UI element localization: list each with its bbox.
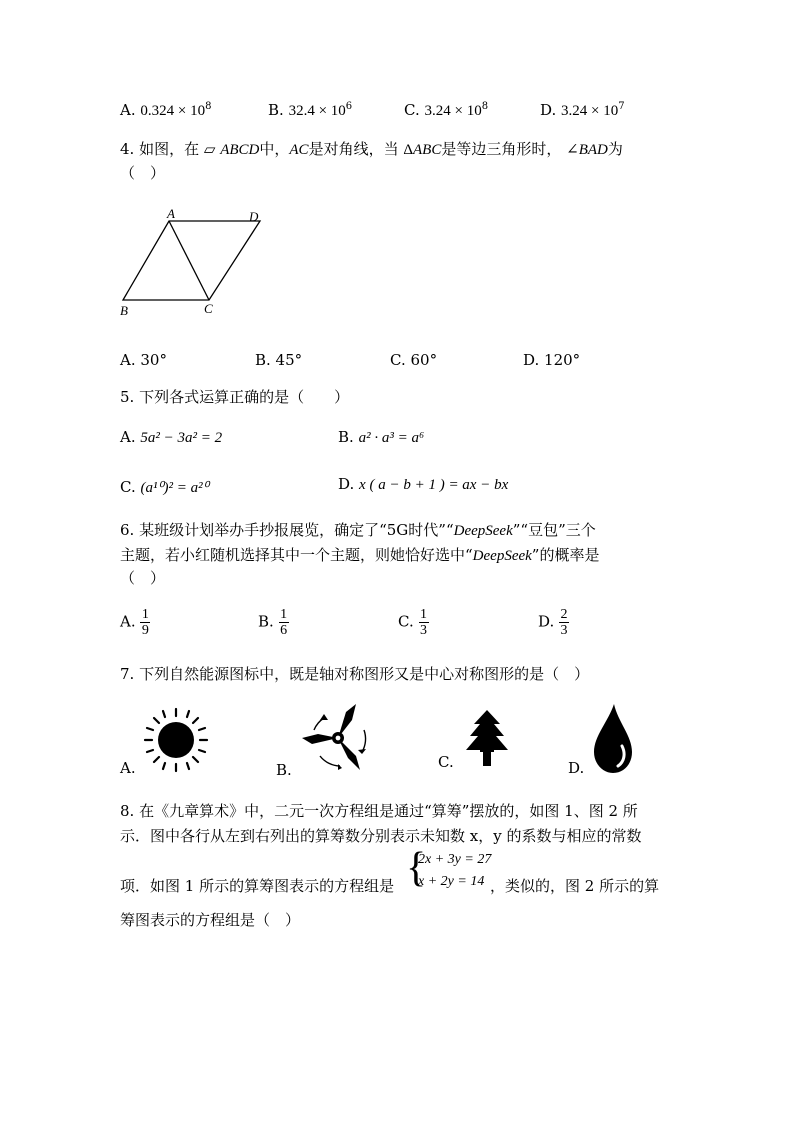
tree-icon (460, 708, 514, 770)
equation-2: x + 2y = 14 (418, 874, 485, 889)
fraction: $\frac{1}{3}$ (420, 607, 427, 638)
parallelogram-shape (123, 221, 260, 300)
parallelogram-figure (112, 205, 282, 320)
q6-answer-paren: （ ） (120, 569, 166, 587)
vertex-label-b: B (120, 303, 128, 318)
q8-line-3: 项．如图 1 所示的算筹图表示的方程组是 (120, 877, 395, 895)
q4-option-d: D. 120° (523, 351, 581, 369)
q5-option-a: A. 5a² − 3a² = 2 (120, 428, 223, 446)
q3-option-b: B. $32.4 \times 10^6$ (268, 101, 353, 119)
q5-stem: 5. 下列各式运算正确的是（ ） (120, 388, 350, 406)
q8-line-3-end: ，类似的，图 2 所示的算 (490, 877, 660, 895)
fraction: $\frac{2}{3}$ (560, 607, 568, 638)
parallelogram-icon: ▱ (203, 140, 216, 158)
q8-line-4: 筹图表示的方程组是（ ） (120, 911, 301, 929)
fraction: $\frac{1}{6}$ (280, 607, 288, 638)
q3-option-c: C. $3.24 \times 10^8$ (404, 101, 489, 119)
q6-option-b: B. $\frac{1}{6}$ (258, 607, 288, 638)
sun-icon (142, 706, 210, 774)
q6-option-a: A. $\frac{1}{9}$ (120, 607, 149, 638)
vertex-label-a: A (167, 206, 175, 221)
q8-line-2: 示．图中各行从左到右列出的算筹数分别表示未知数 x，y 的系数与相应的常数 (120, 827, 642, 845)
vertex-label-d: D (249, 209, 259, 224)
fraction: $\frac{1}{9}$ (141, 607, 149, 638)
diagonal-ac (169, 221, 209, 300)
wind-turbine-icon (298, 700, 378, 778)
q6-line-1: 6. 某班级计划举办手抄报展览，确定了“5G时代”“DeepSeek”“豆包”三个 (120, 521, 596, 539)
q6-option-c: C. $\frac{1}{3}$ (398, 607, 427, 638)
q4-option-b: B. 45° (255, 351, 303, 369)
q7-label-c: C. (438, 753, 454, 771)
q4-stem: 4. 如图，在 ▱ ABCD中，AC是对角线，当 ΔABC是等边三角形时， ∠BAD为 (120, 140, 623, 158)
q3-option-d: D. $3.24 \times 10^7$ (540, 101, 625, 119)
q7-stem: 7. 下列自然能源图标中，既是轴对称图形又是中心对称图形的是（ ） (120, 665, 590, 683)
q6-line-2: 主题，若小红随机选择其中一个主题，则她恰好选中“DeepSeek”的概率是 (120, 546, 600, 564)
q3-option-a: A. $0.324 \times 10^8$ (120, 101, 212, 119)
q5-option-d: D. x ( a − b + 1 ) = ax − bx (338, 475, 509, 493)
q7-label-d: D. (568, 759, 585, 777)
q5-option-c: C. (a¹⁰)² = a²⁰ (120, 478, 209, 496)
q4-option-a: A. 30° (120, 351, 167, 369)
q4-option-c: C. 60° (390, 351, 438, 369)
water-drop-icon (586, 702, 636, 776)
q5-option-b: B. a² · a³ = a⁶ (338, 428, 425, 446)
q4-answer-paren: （ ） (120, 164, 166, 182)
q6-option-d: D. $\frac{2}{3}$ (538, 607, 568, 638)
q8-line-1: 8. 在《九章算术》中，二元一次方程组是通过“算筹”摆放的，如图 1、图 2 所 (120, 802, 638, 820)
equation-1: 2x + 3y = 27 (418, 852, 492, 867)
vertex-label-c: C (204, 301, 213, 316)
brace: { (406, 845, 427, 891)
q7-label-b: B. (276, 761, 292, 779)
q7-label-a: A. (120, 759, 136, 777)
